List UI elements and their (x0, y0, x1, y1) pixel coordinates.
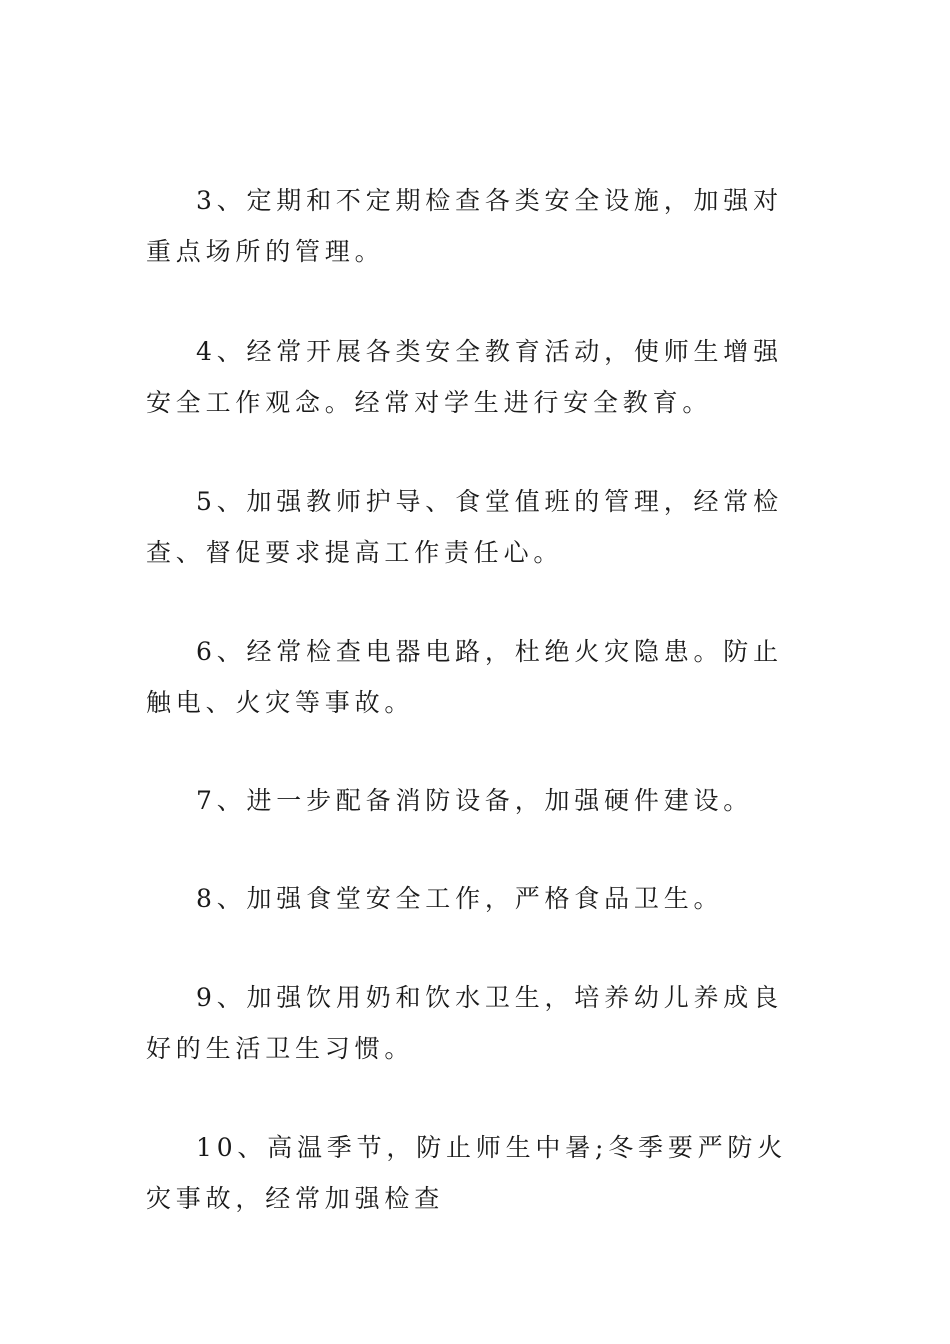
paragraph-item-5: 5、加强教师护导、食堂值班的管理，经常检查、督促要求提高工作责任心。 (146, 487, 783, 567)
paragraph-item-3: 3、定期和不定期检查各类安全设施，加强对重点场所的管理。 (146, 186, 783, 266)
paragraph-item-9: 9、加强饮用奶和饮水卫生，培养幼儿养成良好的生活卫生习惯。 (146, 983, 783, 1063)
paragraph-item-10: 10、高温季节，防止师生中暑;冬季要严防火灾事故，经常加强检查 (146, 1133, 788, 1213)
paragraph-item-8: 8、加强食堂安全工作，严格食品卫生。 (196, 884, 724, 913)
paragraph-item-7: 7、进一步配备消防设备，加强硬件建设。 (196, 786, 754, 815)
paragraph-item-4: 4、经常开展各类安全教育活动，使师生增强安全工作观念。经常对学生进行安全教育。 (146, 337, 783, 417)
paragraph-item-6: 6、经常检查电器电路，杜绝火灾隐患。防止触电、火灾等事故。 (146, 637, 783, 717)
